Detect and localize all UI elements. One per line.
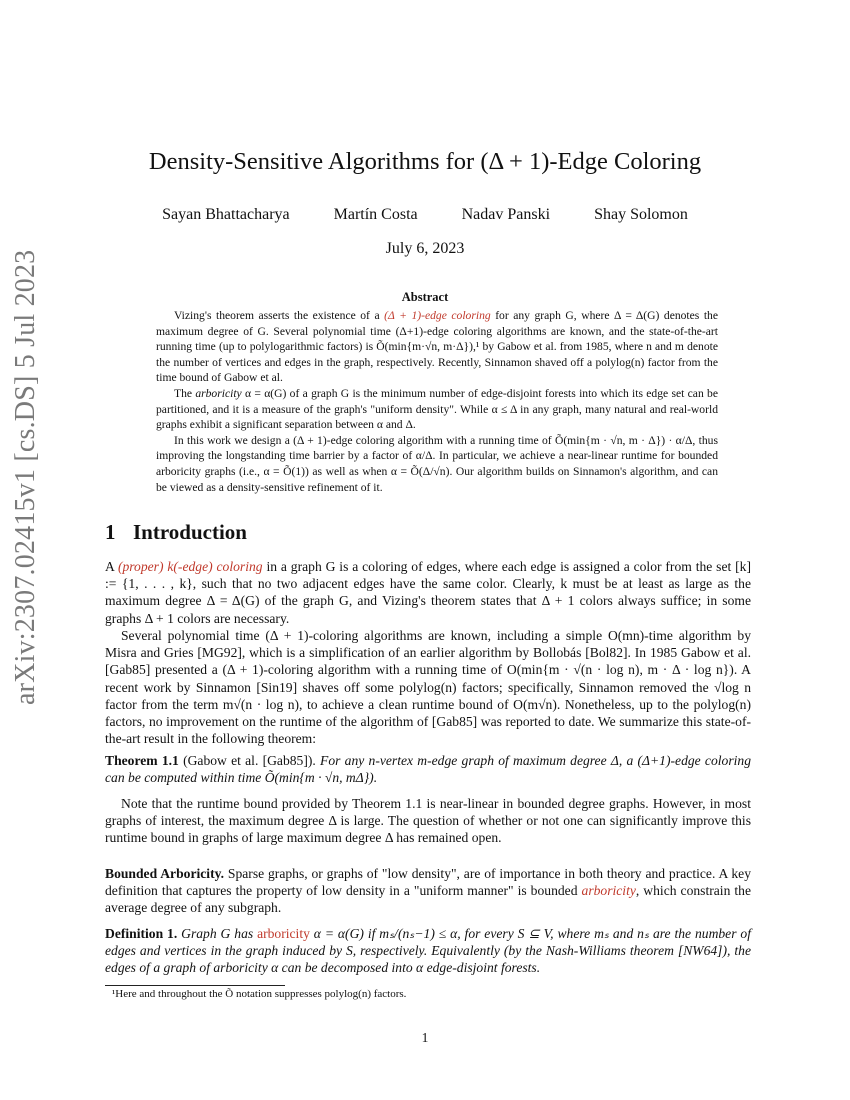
section-heading [105,520,247,545]
abstract-paragraph: In this work we design a (Δ + 1)-edge coloring algorithm with a running time of Õ(min{m · √n, m · Δ}) · α/Δ, thus improving the longstanding time barrier by a factor of α/Δ. In particular, we achieve a near-linear runtime for bounded arboricity graphs (i.e., α = Õ(1)) as well as when α = Õ(Δ/√n). Our algorithm builds on Sinnamon's algorithm, and can be viewed as a density-sensitive refinement of it. [156,433,718,494]
author-name: Shay Solomon [594,206,688,223]
author-name: Nadav Panski [461,206,551,223]
paper-date: July 6, 2023 [385,240,465,257]
section-title: Introduction [133,520,247,544]
intro-paragraph-2: Several polynomial time (Δ + 1)-coloring algorithms are known, including a simple O(mn)-time algorithm by Misra and Gries [MG92], which is a simplification of an earlier algorithm by Bollobás [Bol82]. In 1985 Gabow et al. [Gab85] presented a (Δ + 1)-coloring algorithm with a running time of O(min{m · √(n · log n), m · Δ · log n}). A recent work by Sinnamon [Sin19] shaves off some polylog(n) factors; specifically, Sinnamon removed the √log n factor from the term m√(n · log n), to achieve a clean runtime bound of O(m√n). Nonetheless, up to the polylog(n) factors, no improvement on the runtime of the algorithm of [Gab85] was reported to date. We summarize this state-of-the-art result in the following theorem: [105,628,751,747]
proper-coloring-link[interactable]: (proper) k(-edge) coloring [117,559,263,574]
author-name: Sayan Bhattacharya [162,206,290,223]
footnote: ¹Here and throughout the Õ notation suppresses polylog(n) factors. [112,988,407,1000]
abstract-body [156,308,718,495]
arboricity-definition-link[interactable]: arboricity [257,926,310,941]
edge-coloring-link[interactable]: (Δ + 1)-edge coloring [384,309,491,322]
abstract-paragraph: The arboricity α = α(G) of a graph G is the minimum number of edge-disjoint forests into which its edge set can be partitioned, and it is a measure of the graph's "uniform density". While α ≤ Δ in any graph, many natural and real-world graphs exhibit a significant separation between α and Δ. [156,386,718,432]
bounded-arboricity-paragraph: Bounded Arboricity. Sparse graphs, or graphs of "low density", are of importance in both theory and practice. A key definition that captures the property of low density in a "uniform manner" is bounded arboricity, which constrain the average degree of any subgraph. [105,866,751,916]
section-number: 1 [105,520,116,544]
post-theorem-paragraph: Note that the runtime bound provided by Theorem 1.1 is near-linear in bounded degree graphs. However, in most graphs of interest, the maximum degree Δ is large. The question of whether or not one can significantly improve this runtime bound in graphs of large maximum degree Δ has remained open. [105,796,751,846]
author-name: Martín Costa [333,206,418,223]
page-number: 1 [421,1030,429,1045]
abstract-paragraph: Vizing's theorem asserts the existence of a (Δ + 1)-edge coloring for any graph G, where Δ = Δ(G) denotes the maximum degree of G. Several polynomial time (Δ+1)-edge coloring algorithms are known, and the state-of-the-art running time (up to polylogarithmic factors) is Õ(min{m·√n, m·Δ}),¹ by Gabow et al. from 1985, where n and m denote the number of vertices and edges in the graph, respectively. Recently, Sinnamon shaved off a polylog(n) factor from the time bound of Gabow et al. [156,309,718,385]
footnote-divider [105,985,285,986]
intro-paragraph-1: A (proper) k(-edge) coloring in a graph G is a coloring of edges, where each edge is assigned a color from the set [k] := {1, . . . , k}, such that no two adjacent edges have the same color. Clearly, k must be at least as large as the maximum degree Δ = Δ(G) of the graph G, and Vizing's theorem states that Δ + 1 colors always suffice; in some graphs Δ + 1 colors are necessary. [105,559,751,626]
arboricity-link[interactable]: arboricity [581,883,636,899]
definition-1: Definition 1. Graph G has arboricity α = α(G) if mₛ/(nₛ−1) ≤ α, for every S ⊆ V, where mₛ and nₛ are the number of edges and vertices in the graph induced by S, respectively. Equivalently (by the Nash-Williams theorem [NW64]), the edges of a graph of arboricity α can be decomposed into α edge-disjoint forests. [105,926,751,976]
author-list [0,206,850,224]
theorem-label: Theorem 1.1 [105,753,179,768]
theorem-1-1: Theorem 1.1 (Gabow et al. [Gab85]). For any n-vertex m-edge graph of maximum degree Δ, a (Δ+1)-edge coloring can be computed within time Õ(min{m · √n, mΔ}). [105,753,751,786]
paper-title: Density-Sensitive Algorithms for (Δ + 1)-Edge Coloring [148,148,702,175]
paragraph-heading: Bounded Arboricity. [105,866,225,881]
definition-label: Definition 1. [105,926,178,941]
arxiv-identifier-stamp: arXiv:2307.02415v1 [cs.DS] 5 Jul 2023 [10,249,41,705]
abstract-heading: Abstract [401,290,449,304]
